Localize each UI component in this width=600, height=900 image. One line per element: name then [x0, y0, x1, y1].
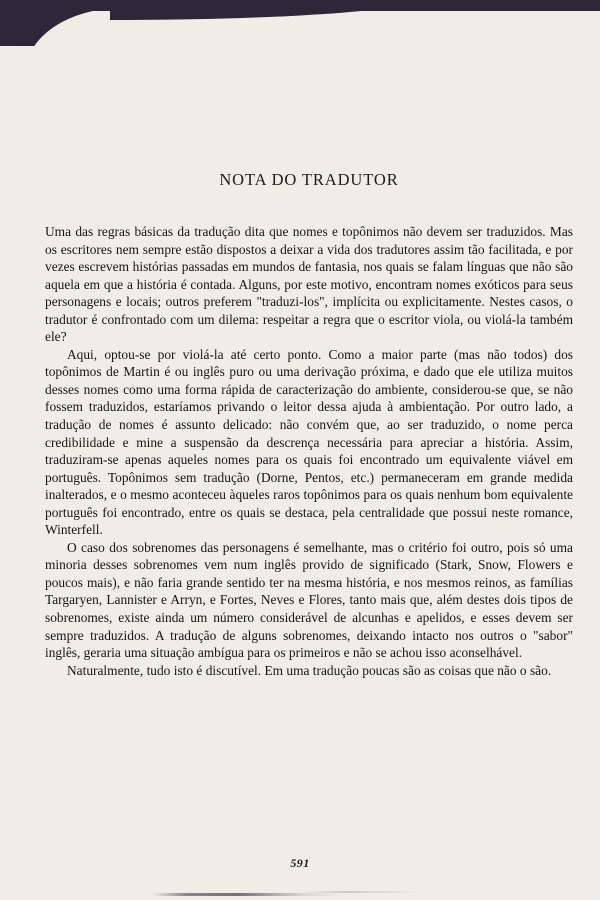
paragraph-1: Uma das regras básicas da tradução dita que nomes e topônimos não devem ser traduzidos. Mas os escritores nem sempre estão dispostos a deixar a vida dos tradutores assim tão facilitada, e por vezes escrevem histórias passadas em mundos de fantasia, nos quais se falam línguas que não são aquela em que a história é contada. Alguns, por este motivo, encontram nomes exóticos para seus personagens e locais; outros preferem "traduzi-los", implícita ou explicitamente. Nestes casos, o tradutor é confrontado com um dilema: respeitar a regra que o escritor viola, ou violá-la também ele?	[45, 224, 573, 345]
paragraph-4: Naturalmente, tudo isto é discutível. Em uma tradução poucas são as coisas que não o são.	[67, 662, 552, 678]
scan-smudge-secondary	[300, 891, 420, 893]
page-title: NOTA DO TRADUTOR	[219, 170, 399, 189]
paragraph-2: Aqui, optou-se por violá-la até certo ponto. Como a maior parte (mas não todos) dos topônimos de Martin é ou inglês puro ou uma derivação próxima, e dado que ele utiliza muitos desses nomes como uma forma rápida de caracterização do ambiente, considerou-se que, se não fossem traduzidos, estaríamos privando o leitor dessa ajuda à ambientação. Por outro lado, a tradução de nomes é assunto delicado: não convém que, ao ser traduzido, o nome perca credibilidade e mine a suspensão da descrença necessária para apreciar a história. Assim, traduziram-se apenas aqueles nomes para os quais foi encontrado um equivalente viável em português. Topônimos sem tradução (Dorne, Pentos, etc.) permaneceram em grande medida inalterados, e o mesmo aconteceu àqueles raros topônimos para os quais nenhum bom equivalente português foi encontrado, entre os quais se destaca, pela centralidade que possui neste romance, Winterfell.	[45, 346, 573, 538]
page-number: 591	[290, 856, 310, 870]
paragraph-3: O caso dos sobrenomes das personagens é semelhante, mas o critério foi outro, pois só uma minoria desses sobrenomes vem num inglês provido de significado (Stark, Snow, Flowers e poucos mais), e não faria grande sentido ter na mesma história, e nos mesmos reinos, as famílias Targaryen, Lannister e Arryn, e Fortes, Neves e Flores, tanto mais que, além destes dois tipos de sobrenomes, existe ainda um número considerável de alcunhas e apelidos, e esses devem ser sempre traduzidos. A tradução de alguns sobrenomes, deixando intacto nos outros o "sabor" inglês, geraria uma situação ambígua para os primeiros e não se achou isso aconselhável.	[45, 539, 573, 661]
body-text	[45, 223, 573, 679]
scan-smudge-primary	[152, 893, 342, 896]
page-border-top-band	[0, 0, 600, 11]
